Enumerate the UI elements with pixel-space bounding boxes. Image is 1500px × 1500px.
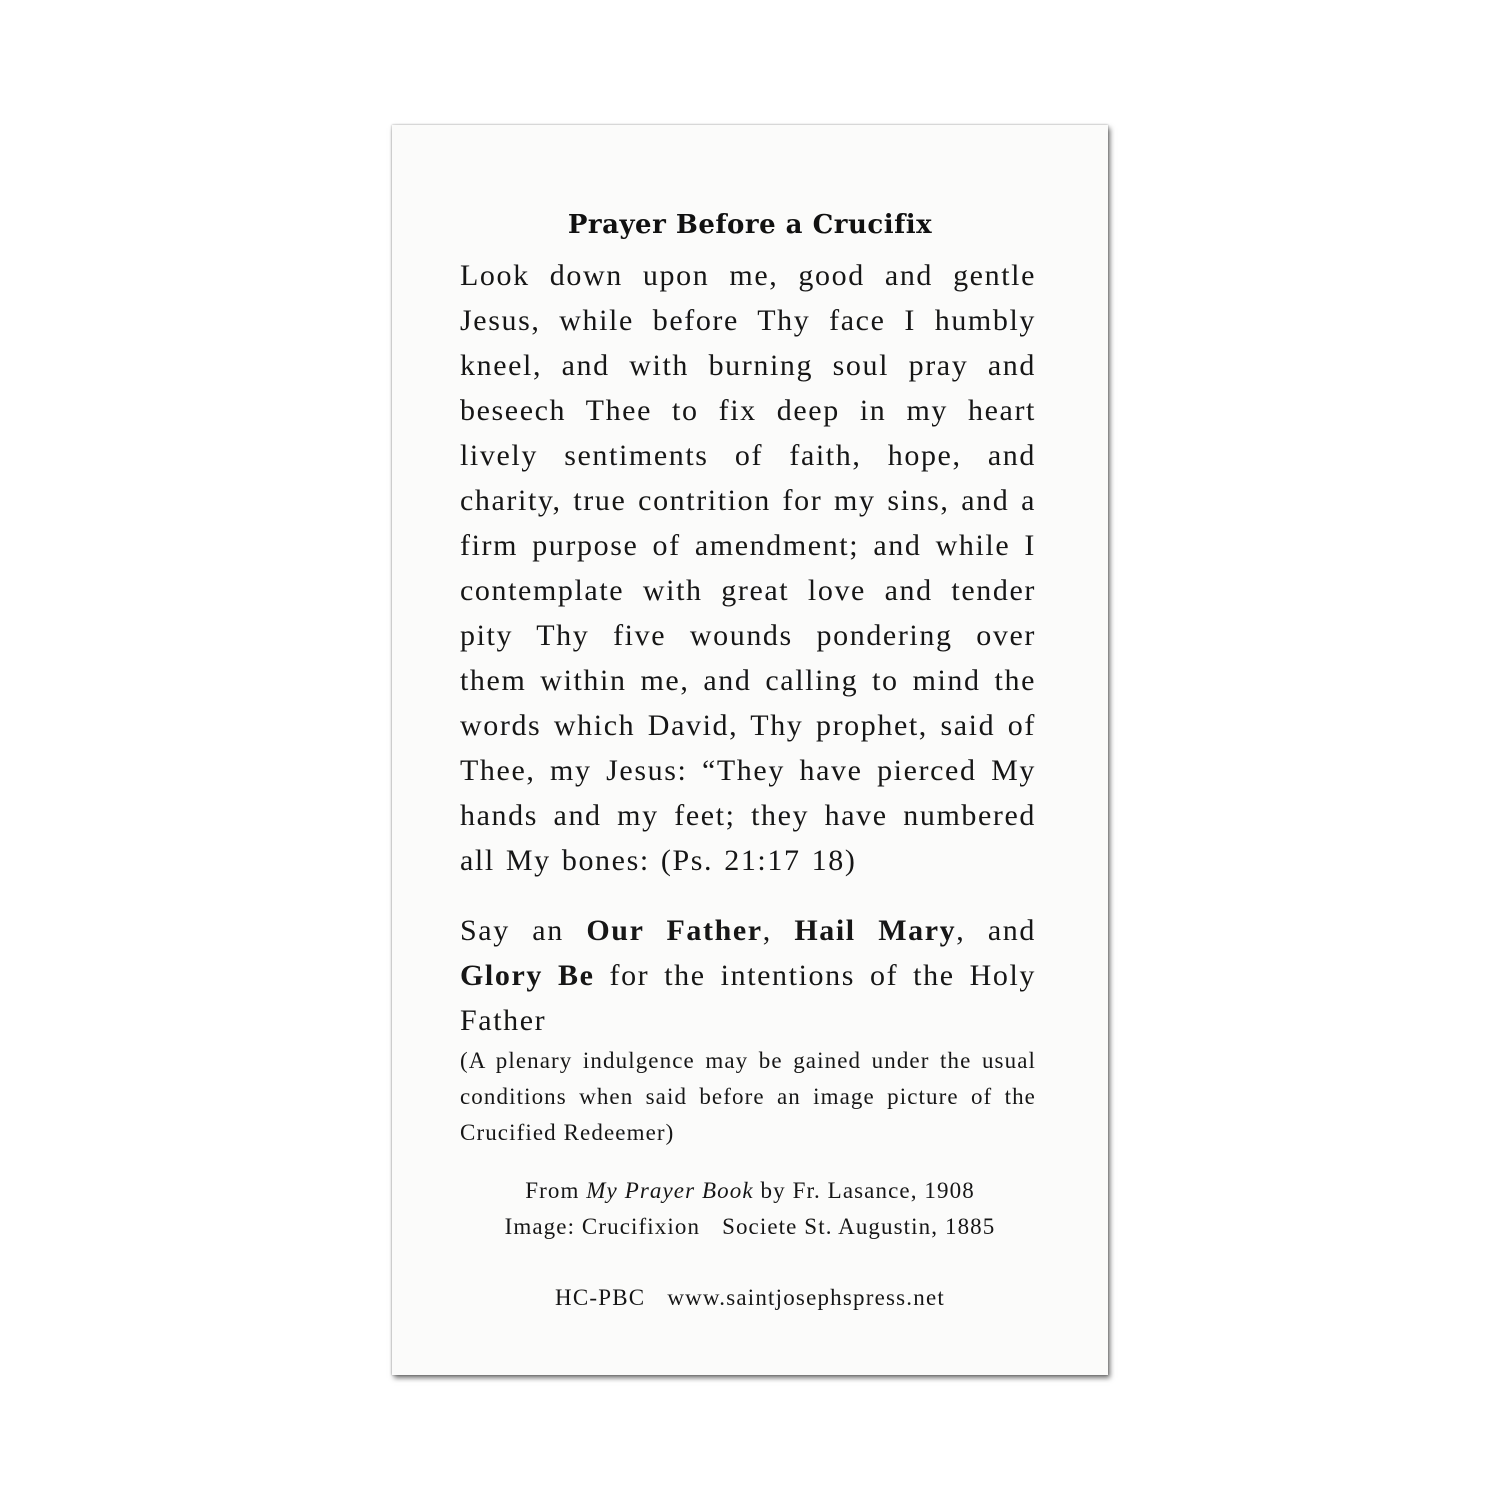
image-credit-label: Image: Crucifixion	[504, 1214, 701, 1239]
instruction-text	[460, 908, 1036, 1043]
prayer-card	[392, 125, 1108, 1375]
hail-mary-label: Hail Mary	[794, 914, 957, 947]
prayer-text: Look down upon me, good and gentle Jesus, while before Thy face I humbly kneel, and with burning soul pray and beseech Thee to fix deep in my heart lively sentiments of faith, hope, and charity, true contrition for my sins, and a firm purpose of amendment; and while I contemplate with great love and tender pity Thy five wounds pondering over them within me, and calling to mind the words which David, Thy prophet, said of Thee, my Jesus: “They have pierced My hands and my feet; they have numbered all My bones: (Ps. 21:17 18)	[460, 259, 1036, 877]
indulgence-note: (A plenary indulgence may be gained under the usual conditions when said before an image picture of the Crucified Redeemer)	[460, 1048, 1036, 1145]
our-father-label: Our Father	[586, 914, 763, 947]
image-credit-publisher: Societe St. Augustin, 1885	[722, 1214, 996, 1239]
source-book-title: My Prayer Book	[586, 1178, 754, 1203]
glory-be-label: Glory Be	[460, 959, 595, 992]
instruction-comma: ,	[762, 914, 795, 947]
website-link: www.saintjosephspress.net	[667, 1285, 945, 1310]
card-title: Prayer Before a Crucifix	[567, 210, 933, 240]
instruction-lead: Say an	[460, 914, 587, 947]
source-credit	[392, 1178, 1108, 1204]
source-suffix: by Fr. Lasance, 1908	[753, 1178, 975, 1203]
instruction-and: , and	[956, 914, 1036, 947]
image-credit	[392, 1214, 1108, 1240]
footer	[392, 1285, 1108, 1311]
instruction-rest: for the intentions of the Holy Father	[460, 959, 1036, 1037]
product-code: HC-PBC	[555, 1285, 646, 1310]
source-prefix: From	[525, 1178, 587, 1203]
